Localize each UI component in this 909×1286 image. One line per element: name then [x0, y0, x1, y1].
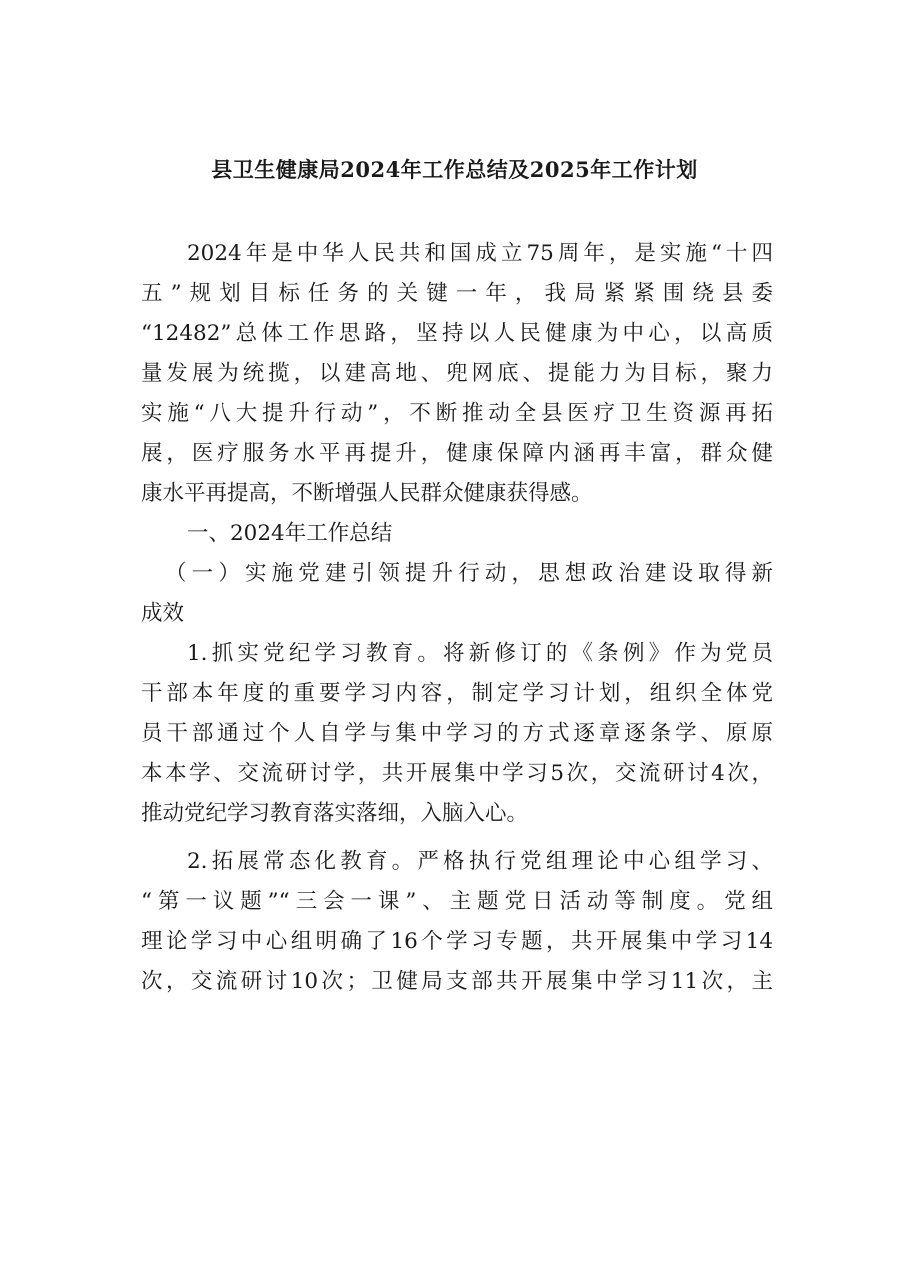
paragraph-line: 2.拓展常态化教育。严格执行党组理论中心组学习、 [187, 849, 773, 874]
paragraph-line: 实施“八大提升行动”，不断推动全县医疗卫生资源再拓 [141, 401, 773, 426]
paragraph-line: 干部本年度的重要学习内容，制定学习计划，组织全体党 [141, 681, 773, 706]
paragraph-line: 展，医疗服务水平再提升，健康保障内涵再丰富，群众健 [141, 441, 773, 466]
paragraph-line: 次，交流研讨10次；卫健局支部共开展集中学习11次，主 [141, 969, 773, 994]
paragraph-line: 2024年是中华人民共和国成立75周年，是实施“十四 [187, 241, 773, 266]
paragraph-line: 推动党纪学习教育落实落细，入脑入心。 [141, 801, 529, 826]
subsection-heading: （一）实施党建引领提升行动，思想政治建设取得新 [165, 561, 773, 586]
paragraph-line: 五”规划目标任务的关键一年，我局紧紧围绕县委 [141, 281, 773, 306]
paragraph-line: 量发展为统揽，以建高地、兜网底、提能力为目标，聚力 [141, 361, 773, 386]
section-heading: 一、2024年工作总结 [187, 521, 393, 546]
paragraph-line: “第一议题”“三会一课”、主题党日活动等制度。党组 [141, 889, 773, 914]
document-title: 县卫生健康局2024年工作总结及2025年工作计划 [211, 157, 698, 182]
paragraph-line: 康水平再提高，不断增强人民群众健康获得感。 [141, 481, 593, 506]
subsection-heading-cont: 成效 [141, 601, 185, 626]
paragraph-line: 员干部通过个人自学与集中学习的方式逐章逐条学、原原 [141, 721, 773, 746]
document-body [141, 234, 773, 1002]
paragraph-line: 理论学习中心组明确了16个学习专题，共开展集中学习14 [141, 929, 773, 954]
paragraph-line: 本本学、交流研讨学，共开展集中学习5次，交流研讨4次， [141, 761, 773, 786]
paragraph-line: “12482”总体工作思路，坚持以人民健康为中心，以高质 [141, 321, 773, 346]
paragraph-gap [141, 834, 773, 842]
paragraph-line: 1.抓实党纪学习教育。将新修订的《条例》作为党员 [187, 641, 773, 666]
